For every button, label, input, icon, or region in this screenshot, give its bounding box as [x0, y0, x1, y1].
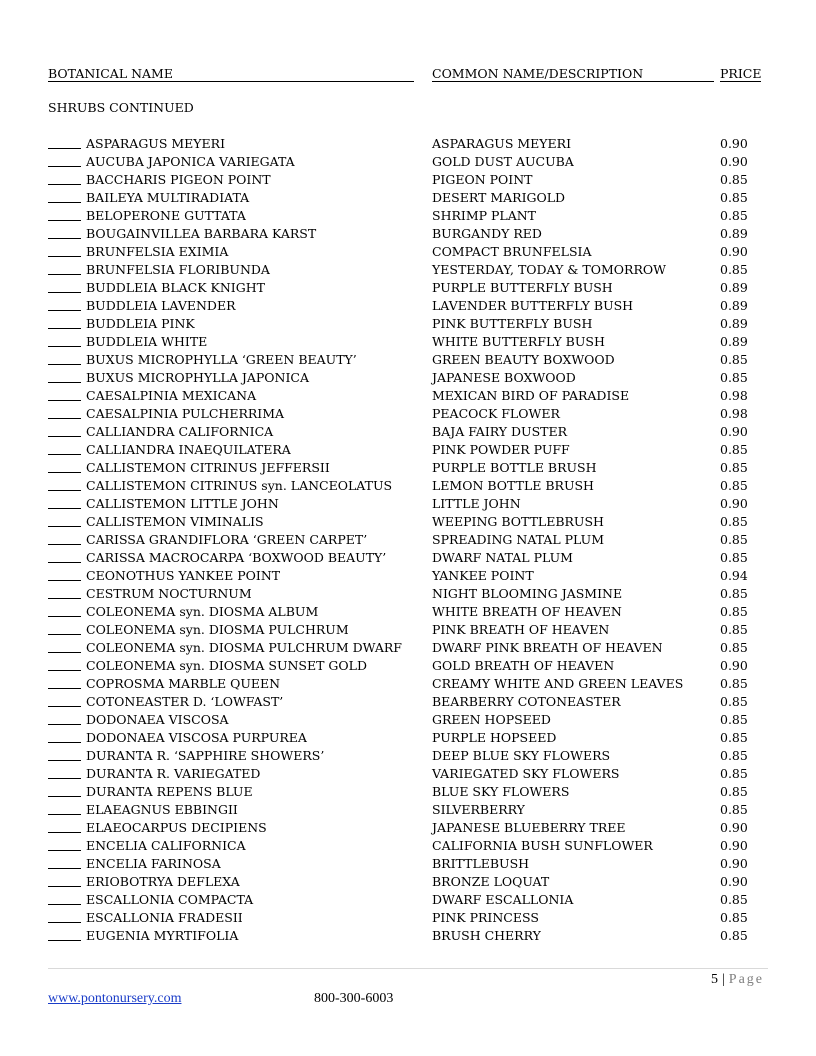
table-row	[48, 225, 768, 243]
price: 0.85	[720, 622, 748, 637]
price: 0.90	[720, 838, 748, 853]
order-quantity-blank[interactable]	[48, 886, 81, 887]
price: 0.89	[720, 280, 748, 295]
table-row	[48, 819, 768, 837]
price: 0.85	[720, 550, 748, 565]
botanical-name: COPROSMA MARBLE QUEEN	[86, 676, 281, 691]
price: 0.85	[720, 910, 748, 925]
table-row	[48, 765, 768, 783]
botanical-name: DURANTA R. VARIEGATED	[86, 766, 261, 781]
price: 0.85	[720, 784, 748, 799]
common-name: DEEP BLUE SKY FLOWERS	[432, 748, 611, 763]
price: 0.85	[720, 766, 748, 781]
botanical-name: DURANTA R. ‘SAPPHIRE SHOWERS’	[86, 748, 325, 763]
order-quantity-blank[interactable]	[48, 706, 81, 707]
common-name: JAPANESE BLUEBERRY TREE	[432, 820, 626, 835]
botanical-name: ASPARAGUS MEYERI	[86, 136, 226, 151]
order-quantity-blank[interactable]	[48, 418, 81, 419]
common-name: DWARF NATAL PLUM	[432, 550, 573, 565]
common-name: YESTERDAY, TODAY & TOMORROW	[432, 262, 666, 277]
common-name: NIGHT BLOOMING JASMINE	[432, 586, 623, 601]
common-name: PIGEON POINT	[432, 172, 533, 187]
order-quantity-blank[interactable]	[48, 256, 81, 257]
phone-number: 800-300-6003	[314, 991, 394, 1006]
common-name: BEARBERRY COTONEASTER	[432, 694, 621, 709]
order-quantity-blank[interactable]	[48, 364, 81, 365]
order-quantity-blank[interactable]	[48, 202, 81, 203]
price: 0.85	[720, 370, 748, 385]
botanical-name: BUDDLEIA LAVENDER	[86, 298, 236, 313]
order-quantity-blank[interactable]	[48, 580, 81, 581]
order-quantity-blank[interactable]	[48, 814, 81, 815]
botanical-name: ESCALLONIA COMPACTA	[86, 892, 254, 907]
common-name: BLUE SKY FLOWERS	[432, 784, 570, 799]
order-quantity-blank[interactable]	[48, 274, 81, 275]
botanical-name: CAESALPINIA PULCHERRIMA	[86, 406, 285, 421]
price: 0.85	[720, 208, 748, 223]
price: 0.85	[720, 712, 748, 727]
table-row	[48, 333, 768, 351]
header-underline	[48, 81, 414, 82]
botanical-name: DODONAEA VISCOSA	[86, 712, 229, 727]
price: 0.89	[720, 226, 748, 241]
common-name: CREAMY WHITE AND GREEN LEAVES	[432, 676, 684, 691]
botanical-name: BAILEYA MULTIRADIATA	[86, 190, 250, 205]
order-quantity-blank[interactable]	[48, 508, 81, 509]
price: 0.90	[720, 424, 748, 439]
common-name: LITTLE JOHN	[432, 496, 521, 511]
price: 0.85	[720, 892, 748, 907]
table-row	[48, 639, 768, 657]
section-title: SHRUBS CONTINUED	[48, 100, 194, 115]
order-quantity-blank[interactable]	[48, 238, 81, 239]
order-quantity-blank[interactable]	[48, 796, 81, 797]
common-name: PINK BUTTERFLY BUSH	[432, 316, 593, 331]
botanical-name: ESCALLONIA FRADESII	[86, 910, 243, 925]
table-row	[48, 405, 768, 423]
table-row	[48, 675, 768, 693]
price: 0.85	[720, 442, 748, 457]
price: 0.85	[720, 694, 748, 709]
order-quantity-blank[interactable]	[48, 544, 81, 545]
order-quantity-blank[interactable]	[48, 400, 81, 401]
table-row	[48, 711, 768, 729]
common-name: DWARF ESCALLONIA	[432, 892, 574, 907]
botanical-name: CALLIANDRA CALIFORNICA	[86, 424, 274, 439]
order-quantity-blank[interactable]	[48, 436, 81, 437]
botanical-name: CEONOTHUS YANKEE POINT	[86, 568, 281, 583]
table-row	[48, 747, 768, 765]
table-row	[48, 441, 768, 459]
table-row	[48, 855, 768, 873]
common-name: YANKEE POINT	[432, 568, 534, 583]
price: 0.98	[720, 406, 748, 421]
order-quantity-blank[interactable]	[48, 634, 81, 635]
price: 0.85	[720, 586, 748, 601]
table-row	[48, 873, 768, 891]
price: 0.89	[720, 298, 748, 313]
order-quantity-blank[interactable]	[48, 562, 81, 563]
common-name: BAJA FAIRY DUSTER	[432, 424, 568, 439]
botanical-name: BUDDLEIA PINK	[86, 316, 195, 331]
price: 0.98	[720, 388, 748, 403]
price: 0.85	[720, 190, 748, 205]
table-row	[48, 603, 768, 621]
table-row	[48, 729, 768, 747]
order-quantity-blank[interactable]	[48, 832, 81, 833]
order-quantity-blank[interactable]	[48, 310, 81, 311]
order-quantity-blank[interactable]	[48, 724, 81, 725]
botanical-name: AUCUBA JAPONICA VARIEGATA	[86, 154, 295, 169]
price: 0.90	[720, 856, 748, 871]
table-row	[48, 135, 768, 153]
botanical-name: BRUNFELSIA FLORIBUNDA	[86, 262, 270, 277]
botanical-name: CESTRUM NOCTURNUM	[86, 586, 252, 601]
common-name: PURPLE HOPSEED	[432, 730, 557, 745]
common-name: WHITE BUTTERFLY BUSH	[432, 334, 605, 349]
botanical-name: COLEONEMA syn. DIOSMA PULCHRUM DWARF	[86, 640, 402, 655]
order-quantity-blank[interactable]	[48, 292, 81, 293]
botanical-name: CALLISTEMON CITRINUS syn. LANCEOLATUS	[86, 478, 393, 493]
botanical-name: BOUGAINVILLEA BARBARA KARST	[86, 226, 317, 241]
common-name: GREEN HOPSEED	[432, 712, 551, 727]
common-name: CALIFORNIA BUSH SUNFLOWER	[432, 838, 653, 853]
plant-list	[48, 135, 768, 945]
footer-divider	[48, 968, 768, 969]
botanical-name: CALLISTEMON CITRINUS JEFFERSII	[86, 460, 330, 475]
common-name: BRONZE LOQUAT	[432, 874, 550, 889]
common-name: DESERT MARIGOLD	[432, 190, 566, 205]
price: 0.94	[720, 568, 748, 583]
common-name: PINK BREATH OF HEAVEN	[432, 622, 610, 637]
botanical-name: ERIOBOTRYA DEFLEXA	[86, 874, 240, 889]
table-row	[48, 801, 768, 819]
common-name: BRUSH CHERRY	[432, 928, 541, 943]
price: 0.90	[720, 154, 748, 169]
common-name: PEACOCK FLOWER	[432, 406, 560, 421]
order-quantity-blank[interactable]	[48, 148, 81, 149]
table-row	[48, 351, 768, 369]
common-name: MEXICAN BIRD OF PARADISE	[432, 388, 630, 403]
header-underline	[720, 81, 761, 82]
botanical-name: BUXUS MICROPHYLLA JAPONICA	[86, 370, 309, 385]
common-name: GOLD BREATH OF HEAVEN	[432, 658, 615, 673]
botanical-name: ELAEAGNUS EBBINGII	[86, 802, 238, 817]
botanical-name: BELOPERONE GUTTATA	[86, 208, 246, 223]
botanical-name: CALLIANDRA INAEQUILATERA	[86, 442, 291, 457]
order-quantity-blank[interactable]	[48, 454, 81, 455]
price: 0.90	[720, 820, 748, 835]
table-row	[48, 171, 768, 189]
order-quantity-blank[interactable]	[48, 490, 81, 491]
order-quantity-blank[interactable]	[48, 922, 81, 923]
common-name: BURGANDY RED	[432, 226, 542, 241]
order-quantity-blank[interactable]	[48, 346, 81, 347]
table-row	[48, 459, 768, 477]
common-name: GOLD DUST AUCUBA	[432, 154, 574, 169]
table-row	[48, 585, 768, 603]
common-name: WHITE BREATH OF HEAVEN	[432, 604, 622, 619]
common-name: COMPACT BRUNFELSIA	[432, 244, 592, 259]
table-row	[48, 657, 768, 675]
order-quantity-blank[interactable]	[48, 850, 81, 851]
common-name: VARIEGATED SKY FLOWERS	[432, 766, 620, 781]
botanical-name: EUGENIA MYRTIFOLIA	[86, 928, 239, 943]
order-quantity-blank[interactable]	[48, 526, 81, 527]
page-number	[711, 972, 764, 988]
header-common-name: COMMON NAME/DESCRIPTION	[432, 66, 644, 81]
table-row	[48, 315, 768, 333]
price: 0.90	[720, 658, 748, 673]
order-quantity-blank[interactable]	[48, 166, 81, 167]
botanical-name: BACCHARIS PIGEON POINT	[86, 172, 271, 187]
order-quantity-blank[interactable]	[48, 598, 81, 599]
table-row	[48, 495, 768, 513]
order-quantity-blank[interactable]	[48, 940, 81, 941]
price: 0.85	[720, 262, 748, 277]
price: 0.85	[720, 604, 748, 619]
botanical-name: DODONAEA VISCOSA PURPUREA	[86, 730, 307, 745]
order-quantity-blank[interactable]	[48, 220, 81, 221]
header-botanical-name: BOTANICAL NAME	[48, 66, 173, 81]
price: 0.85	[720, 172, 748, 187]
order-quantity-blank[interactable]	[48, 616, 81, 617]
botanical-name: BUXUS MICROPHYLLA ‘GREEN BEAUTY’	[86, 352, 357, 367]
page-label: Page	[728, 972, 764, 987]
order-quantity-blank[interactable]	[48, 760, 81, 761]
table-row	[48, 513, 768, 531]
botanical-name: DURANTA REPENS BLUE	[86, 784, 253, 799]
common-name: BRITTLEBUSH	[432, 856, 530, 871]
price: 0.90	[720, 244, 748, 259]
order-quantity-blank[interactable]	[48, 382, 81, 383]
price: 0.85	[720, 802, 748, 817]
table-row	[48, 369, 768, 387]
price: 0.90	[720, 136, 748, 151]
botanical-name: CALLISTEMON VIMINALIS	[86, 514, 264, 529]
price: 0.85	[720, 352, 748, 367]
order-quantity-blank[interactable]	[48, 184, 81, 185]
page-separator: |	[721, 972, 725, 987]
price: 0.85	[720, 478, 748, 493]
table-row	[48, 279, 768, 297]
price: 0.85	[720, 748, 748, 763]
botanical-name: COLEONEMA syn. DIOSMA PULCHRUM	[86, 622, 349, 637]
table-row	[48, 567, 768, 585]
order-quantity-blank[interactable]	[48, 652, 81, 653]
table-row	[48, 387, 768, 405]
header-price: PRICE	[720, 66, 762, 81]
botanical-name: ELAEOCARPUS DECIPIENS	[86, 820, 267, 835]
botanical-name: COLEONEMA syn. DIOSMA ALBUM	[86, 604, 319, 619]
botanical-name: CAESALPINIA MEXICANA	[86, 388, 257, 403]
common-name: DWARF PINK BREATH OF HEAVEN	[432, 640, 663, 655]
common-name: SILVERBERRY	[432, 802, 525, 817]
botanical-name: BUDDLEIA BLACK KNIGHT	[86, 280, 265, 295]
price: 0.85	[720, 532, 748, 547]
order-quantity-blank[interactable]	[48, 742, 81, 743]
table-row	[48, 243, 768, 261]
botanical-name: CALLISTEMON LITTLE JOHN	[86, 496, 279, 511]
table-row	[48, 207, 768, 225]
table-row	[48, 909, 768, 927]
price: 0.85	[720, 514, 748, 529]
table-row	[48, 531, 768, 549]
table-row	[48, 837, 768, 855]
price: 0.90	[720, 874, 748, 889]
price: 0.90	[720, 496, 748, 511]
common-name: PINK POWDER PUFF	[432, 442, 570, 457]
order-quantity-blank[interactable]	[48, 472, 81, 473]
common-name: WEEPING BOTTLEBRUSH	[432, 514, 604, 529]
table-row	[48, 621, 768, 639]
botanical-name: CARISSA GRANDIFLORA ‘GREEN CARPET’	[86, 532, 368, 547]
common-name: LAVENDER BUTTERFLY BUSH	[432, 298, 634, 313]
table-row	[48, 261, 768, 279]
column-header	[48, 66, 761, 83]
table-row	[48, 549, 768, 567]
price: 0.85	[720, 640, 748, 655]
botanical-name: ENCELIA CALIFORNICA	[86, 838, 246, 853]
price: 0.85	[720, 928, 748, 943]
price: 0.85	[720, 460, 748, 475]
botanical-name: ENCELIA FARINOSA	[86, 856, 221, 871]
common-name: PINK PRINCESS	[432, 910, 539, 925]
price: 0.85	[720, 676, 748, 691]
table-row	[48, 423, 768, 441]
table-row	[48, 297, 768, 315]
price: 0.85	[720, 730, 748, 745]
botanical-name: COLEONEMA syn. DIOSMA SUNSET GOLD	[86, 658, 367, 673]
botanical-name: COTONEASTER D. ‘LOWFAST’	[86, 694, 284, 709]
table-row	[48, 189, 768, 207]
common-name: SHRIMP PLANT	[432, 208, 537, 223]
table-row	[48, 693, 768, 711]
order-quantity-blank[interactable]	[48, 328, 81, 329]
common-name: PURPLE BOTTLE BRUSH	[432, 460, 597, 475]
common-name: GREEN BEAUTY BOXWOOD	[432, 352, 615, 367]
price: 0.89	[720, 334, 748, 349]
table-row	[48, 477, 768, 495]
order-quantity-blank[interactable]	[48, 868, 81, 869]
common-name: ASPARAGUS MEYERI	[432, 136, 572, 151]
botanical-name: BUDDLEIA WHITE	[86, 334, 208, 349]
table-row	[48, 153, 768, 171]
order-quantity-blank[interactable]	[48, 778, 81, 779]
common-name: LEMON BOTTLE BRUSH	[432, 478, 594, 493]
common-name: JAPANESE BOXWOOD	[432, 370, 576, 385]
table-row	[48, 783, 768, 801]
common-name: SPREADING NATAL PLUM	[432, 532, 604, 547]
page-number-value: 5	[710, 972, 718, 987]
price: 0.89	[720, 316, 748, 331]
botanical-name: CARISSA MACROCARPA ‘BOXWOOD BEAUTY’	[86, 550, 387, 565]
order-quantity-blank[interactable]	[48, 904, 81, 905]
order-quantity-blank[interactable]	[48, 670, 81, 671]
table-row	[48, 891, 768, 909]
common-name: PURPLE BUTTERFLY BUSH	[432, 280, 613, 295]
table-row	[48, 927, 768, 945]
website-link[interactable]: www.pontonursery.com	[48, 991, 182, 1006]
botanical-name: BRUNFELSIA EXIMIA	[86, 244, 229, 259]
order-quantity-blank[interactable]	[48, 688, 81, 689]
header-underline	[432, 81, 714, 82]
